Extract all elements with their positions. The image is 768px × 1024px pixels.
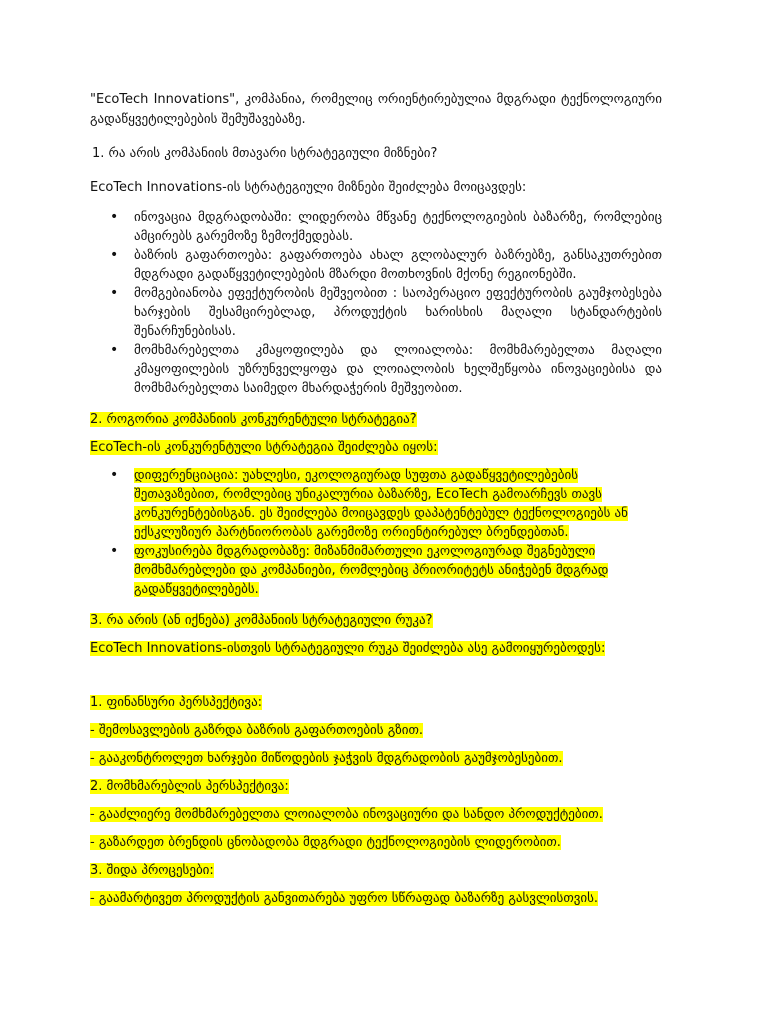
- document-page: [90, 90, 662, 909]
- map-item: - გააძლიერე მომხმარებელთა ლოიალობა ინოვაციური და სანდო პროდუქტებით.: [90, 807, 603, 822]
- goals-list: [90, 208, 662, 398]
- answer-3-intro: EcoTech Innovations-ისთვის სტრატეგიული რუკა შეიძლება ასე გამოიყურებოდეს:: [90, 641, 606, 656]
- bullet-icon: •: [110, 285, 119, 301]
- map-heading-internal: 3. შიდა პროცესები:: [90, 863, 214, 878]
- blank-line: [90, 659, 662, 687]
- bullet-icon: •: [110, 543, 119, 559]
- bullet-icon: •: [110, 247, 119, 263]
- map-item: - გააკონტროლეთ ხარჯები მიწოდების ჯაჭვის მდგრადობის გაუმჯობესებით.: [90, 751, 563, 766]
- list-item: • ფოკუსირება მდგრადობაზე: მიზანმიმართული ეკოლოგიურად შეგნებული მომხმარებლები და კომპანიები, რომლებიც პრიორიტეტს ანიჭებენ მდგრად გადაწყვეტილებებს.: [110, 543, 609, 597]
- question-2: 2. როგორია კომპანიის კონკურენტული სტრატეგია?: [90, 412, 417, 427]
- list-item: • მომხმარებელთა კმაყოფილება და ლოიალობა: მომხმარებელთა მაღალი კმაყოფილების უზრუნველყოფა და ლოიალობის ხელშეწყობა ინოვაციებისა და მომხმარებელთა საიმედო მხარდაჭერის მეშვეობით.: [110, 342, 662, 396]
- list-item: • მომგებიანობა ეფექტურობის მეშვეობით : საოპერაციო ეფექტურობის გაუმჯობესება ხარჯების შესამცირებლად, პროდუქტის ხარისხის მაღალი სტანდარტების შენარჩუნებისას.: [110, 285, 662, 339]
- map-heading-customer: 2. მომხმარებლის პერსპექტივა:: [90, 779, 289, 794]
- question-3: 3. რა არის (ან იქნება) კომპანიის სტრატეგიული რუკა?: [90, 613, 433, 628]
- map-item: - გაამარტივეთ პროდუქტის განვითარება უფრო სწრაფად ბაზარზე გასვლისთვის.: [90, 891, 599, 906]
- answer-2-intro: EcoTech-ის კონკურენტული სტრატეგია შეიძლება იყოს:: [90, 440, 438, 455]
- map-item: - შემოსავლების გაზრდა ბაზრის გაფართოების გზით.: [90, 723, 424, 738]
- map-heading-financial: 1. ფინანსური პერსპექტივა:: [90, 695, 263, 710]
- bullet-icon: •: [110, 467, 119, 483]
- question-1: 1. რა არის კომპანიის მთავარი სტრატეგიული მიზნები?: [92, 146, 438, 161]
- map-item: - გაზარდეთ ბრენდის ცნობადობა მდგრადი ტექნოლოგიების ლიდერობით.: [90, 835, 561, 850]
- intro-paragraph: "EcoTech Innovations", კომპანია, რომელიც ორიენტირებულია მდგრადი ტექნოლოგიური გადაწყვეტილებების შემუშავებაზე.: [90, 92, 662, 127]
- bullet-icon: •: [110, 342, 119, 358]
- list-item: • ბაზრის გაფართოება: გაფართოება ახალ გლობალურ ბაზრებზე, განსაკუთრებით მდგრადი გადაწყვეტილებების მზარდი მოთხოვნის მქონე რეგიონებში.: [110, 247, 662, 282]
- strategies-list: [90, 466, 662, 599]
- list-item: • ინოვაცია მდგრადობაში: ლიდერობა მწვანე ტექნოლოგიების ბაზარზე, რომლებიც ამცირებს გარემოზე ზემოქმედებას.: [110, 209, 662, 244]
- strategy-map: [90, 693, 662, 909]
- answer-1-intro: EcoTech Innovations-ის სტრატეგიული მიზნები შეიძლება მოიცავდეს:: [90, 180, 527, 195]
- bullet-icon: •: [110, 209, 119, 225]
- list-item: • დიფერენციაცია: უახლესი, ეკოლოგიურად სუფთა გადაწყვეტილებების შეთავაზებით, რომლებიც უნიკალურია ბაზარზე, EcoTech გამოარჩევს თავს კონკურენტებისგან. ეს შეიძლება მოიცავდეს დაპატენტებულ ტექნოლოგიებს ან ექსკლუზიურ პარტნიორობას გარემოზე ორიენტირებულ ბრენდებთან.: [110, 467, 628, 540]
